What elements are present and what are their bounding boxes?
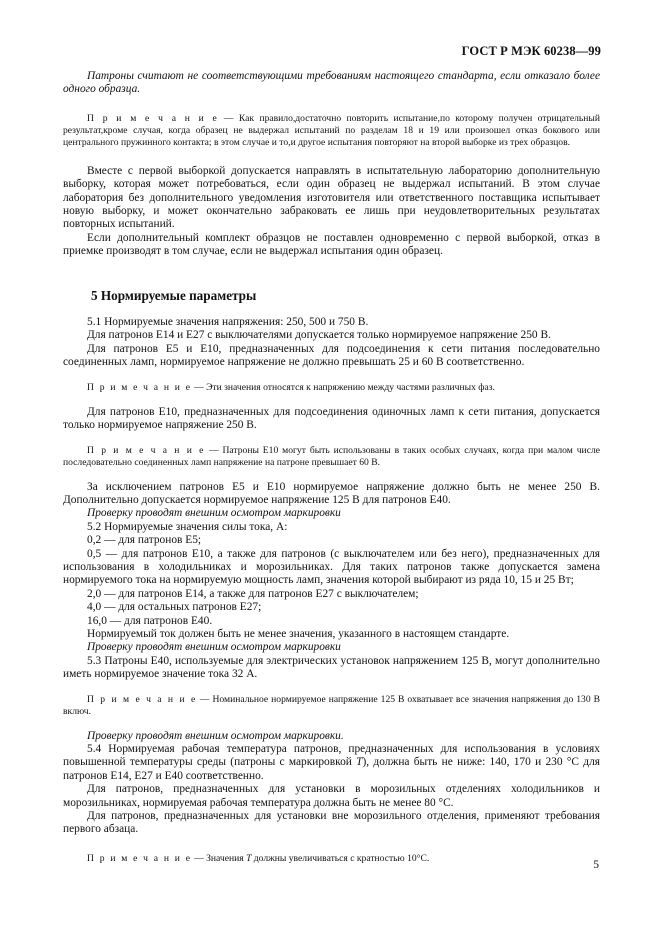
paragraph-rejection: Если дополнительный комплект образцов не поставлен одновременно с первой выборкой, отказ в приемке производят в том случае, если не выдержал испытания один образец. — [63, 231, 600, 258]
paragraph-additional-sample: Вместе с первой выборкой допускается направлять в испытательную лабораторию дополнительную выборку, которая может потребоваться, если один образец не выдержал испытаний. В этом случае лаборатория без дополнительного уведомления изготовителя или ответственного поставщика испытывает новую выборку, и может окончательно забраковать ее лишь при неудовлетворительных результатах повторных испытаний. — [63, 164, 600, 231]
note-phases — [63, 382, 600, 394]
clause-5-2-e40: 16,0 — для патронов Е40. — [87, 614, 213, 627]
check-marking-2: Проверку проводят внешним осмотром маркировки — [87, 641, 341, 654]
note-text-b: должны увеличиваться с кратностью 10°С. — [251, 852, 430, 864]
note-text-a: — Значения — [191, 852, 247, 864]
note-temperature — [63, 853, 600, 865]
clause-5-2-e10: 0,5 — для патронов Е10, а также для патронов (с выключателем или без него), предназначенных для использования в холодильниках и морозильниках. Для таких патронов также допускается замена нормируемого тока на нормируемую мощность ламп, значения которой выбирают из ряда 10, 15 и 25 Вт; — [63, 547, 600, 587]
check-marking-1: Проверку проводят внешним осмотром маркировки — [87, 507, 341, 520]
page-content — [63, 70, 600, 865]
clause-5-1-minimum: За исключением патронов Е5 и Е10 нормируемое напряжение должно быть не менее 250 В. Дополнительно допускается нормируемое напряжение 125 В для патронов Е40. — [63, 480, 600, 506]
symbol-t: T — [246, 852, 252, 864]
clause-5-2-e14: 2,0 — для патронов Е14, а также для патронов Е27 с выключателем; — [87, 587, 419, 600]
note-125v — [63, 694, 600, 718]
note-label: П р и м е ч а н и е — [87, 112, 219, 124]
clause-5-2-e5: 0,2 — для патронов Е5; — [87, 534, 202, 547]
note-label: П р и м е ч а н и е — [87, 693, 197, 705]
note-retest — [63, 113, 600, 149]
clause-5-4-freezer: Для патронов, предназначенных для установки в морозильных отделениях холодильников и морозильниках, нормируемая рабочая температура должна быть не менее 80 °С. — [63, 783, 600, 809]
section-heading: 5 Нормируемые параметры — [91, 287, 257, 303]
clause-5-4-text-a: 5.4 Нормируемая рабочая температура патронов, предназначенных для использования в условиях повышенной температуры среды (патроны с маркировкой — [63, 743, 600, 769]
note-label: П р и м е ч а н и е — [87, 852, 192, 864]
note-label: П р и м е ч а н и е — [87, 381, 192, 393]
note-e10 — [63, 445, 600, 469]
standard-header: ГОСТ Р МЭК 60238—99 — [461, 44, 601, 58]
clause-5-1-e5-e10: Для патронов Е5 и Е10, предназначенных для подсоединения к сети питания последовательно соединенных ламп, нормируемое напряжение не должно превышать 25 и 60 В соответственно. — [63, 342, 600, 369]
page-number: 5 — [593, 859, 599, 871]
clause-5-1-switches: Для патронов Е14 и Е27 с выключателями допускается только нормируемое напряжение 250 В. — [87, 329, 551, 342]
check-marking-3: Проверку проводят внешним осмотром маркировки. — [87, 729, 344, 742]
note-text: — Номинальное нормируемое напряжение 125 В охватывает все значения напряжения до 130 В включ. — [63, 693, 600, 717]
clause-5-4-text-b: ), должна быть не ниже: 140, 170 и 230 °С для патронов Е14, Е27 и Е40 соответственно. — [63, 756, 601, 782]
clause-5-4-outside: Для патронов, предназначенных для установки вне морозильного отделения, применяют требования первого абзаца. — [63, 810, 600, 836]
note-label: П р и м е ч а н и е — [87, 444, 206, 456]
note-text: — Эти значения относятся к напряжению между частями различных фаз. — [191, 381, 495, 393]
clause-5-2: 5.2 Нормируемые значения силы тока, А: — [87, 520, 288, 533]
rejection-condition-text: Патроны считают не соответствующими требованиям настоящего стандарта, если отказало более одного образца. — [63, 70, 600, 96]
symbol-t: T — [356, 756, 363, 769]
clause-5-2-e27: 4,0 — для остальных патронов Е27; — [87, 601, 262, 614]
note-text: — Как правило,достаточно повторить испытание,по которому получен отрицательный результат,кроме случая, когда образец не выдержал испытаний по разделам 18 и 19 или произошел отказ бокового или центрального пружинного контакта; в этом случае и то,и другое испытания повторяют на второй выборке из трех образцов. — [63, 112, 600, 148]
clause-5-1-e10-single: Для патронов Е10, предназначенных для подсоединения одиночных ламп к сети питания, допускается только нормируемое напряжение 250 В. — [63, 405, 600, 432]
clause-5-4 — [63, 743, 600, 783]
clause-5-1: 5.1 Нормируемые значения напряжения: 250, 500 и 750 В. — [87, 316, 369, 329]
clause-5-3: 5.3 Патроны Е40, используемые для электрических установок напряжением 125 В, могут дополнительно иметь нормируемое значение тока 32 А. — [63, 654, 600, 681]
note-text: — Патроны Е10 могут быть использованы в таких особых случаях, когда при малом числе последовательно соединенных ламп напряжение на патроне превышает 60 В. — [63, 444, 600, 468]
clause-5-2-minimum: Нормируемый ток должен быть не менее значения, указанного в настоящем стандарте. — [87, 627, 510, 640]
